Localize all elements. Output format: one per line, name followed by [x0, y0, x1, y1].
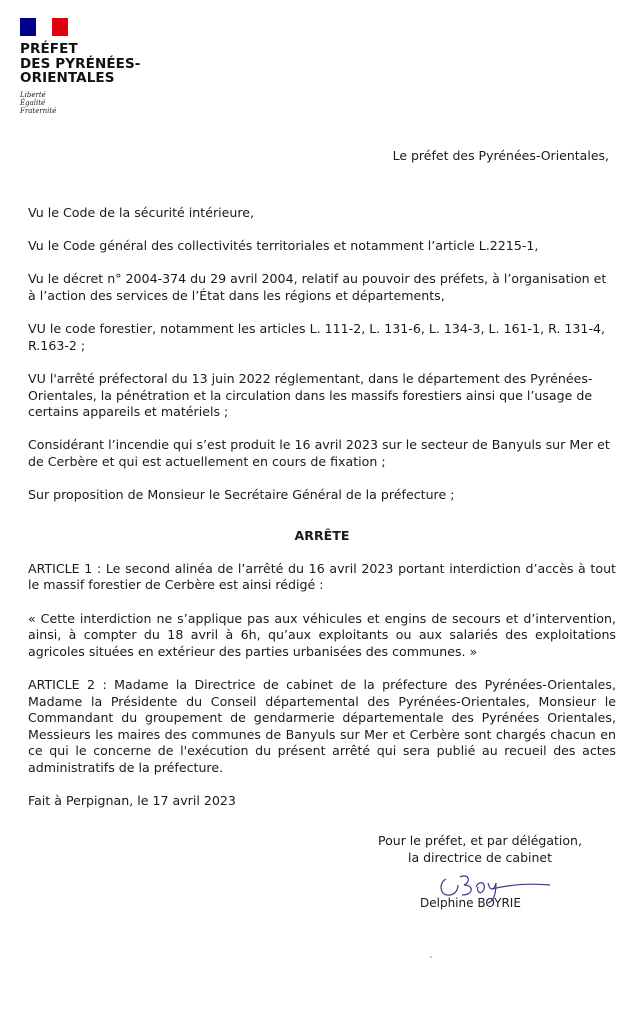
french-flag-logo [20, 18, 68, 36]
visa-paragraph: Vu le décret n° 2004-374 du 29 avril 2004, relatif au pouvoir des préfets, à l’organisation et à l’action des services de l’État dans les régions et départements, [28, 271, 607, 303]
republic-motto [20, 91, 141, 115]
article-1-quote: « Cette interdiction ne s’applique pas aux véhicules et engins de secours et d’intervention, ainsi, à compter du 18 avril à 6h, qu’aux exploitants ou aux salariés des exploitations agricoles situées en extérieur des parties urbanisées des communes. » [28, 610, 616, 659]
visa-paragraph: Vu le Code général des collectivités territoriales et notamment l’article L.2215-1, [28, 238, 539, 254]
motto-line: Liberté [20, 90, 46, 99]
prefecture-header [20, 18, 141, 115]
motto-line: Égalité [20, 98, 46, 107]
flag-blue-band [20, 18, 36, 36]
done-at-line: Fait à Perpignan, le 17 avril 2023 [28, 793, 236, 809]
prefect-title-line: ORIENTALES [20, 70, 115, 86]
prefect-title-line: DES PYRÉNÉES- [20, 55, 141, 72]
scan-speck [430, 956, 432, 958]
motto-line: Fraternité [20, 106, 57, 115]
signoff-block [375, 833, 585, 866]
visa-paragraph: Sur proposition de Monsieur le Secrétaire Général de la préfecture ; [28, 487, 455, 503]
signer-name: Delphine BOYRIE [420, 896, 521, 910]
flag-white-band [36, 18, 52, 36]
visa-paragraph: Considérant l’incendie qui s’est produit le 16 avril 2023 sur le secteur de Banyuls sur Mer et de Cerbère et qui est actuellement en cours de fixation ; [28, 437, 610, 469]
issuer-line: Le préfet des Pyrénées-Orientales, [392, 148, 609, 163]
arrete-title: ARRÊTE [294, 527, 350, 543]
prefect-title-line: PRÉFET [20, 41, 78, 57]
prefect-title [20, 42, 141, 86]
visa-paragraph: VU l'arrêté préfectoral du 13 juin 2022 réglementant, dans le département des Pyrénées-Orientales, la pénétration et la circulation dans les massifs forestiers ainsi que l’usage de certains appareils et matériels ; [28, 370, 593, 420]
visa-paragraph: VU le code forestier, notamment les articles L. 111-2, L. 131-6, L. 134-3, L. 161-1, R. 131-4, R.163-2 ; [28, 321, 606, 353]
visa-paragraph: Vu le Code de la sécurité intérieure, [28, 205, 255, 220]
article-2: ARTICLE 2 : Madame la Directrice de cabinet de la préfecture des Pyrénées-Orientales, Madame la Présidente du Conseil départemental des Pyrénées-Orientales, Monsieur le Commandant du groupement de gendarmerie départementale des Pyrénées Orientales, Messieurs les maires des communes de Banyuls sur Mer et Cerbère sont chargés chacun en ce qui le concerne de l'exécution du présent arrêté qui sera publié au recueil des actes administratifs de la préfecture. [28, 677, 616, 775]
signoff-line-1: Pour le préfet, et par délégation, [378, 833, 582, 848]
article-1: ARTICLE 1 : Le second alinéa de l’arrêté du 16 avril 2023 portant interdiction d’accès à tout le massif forestier de Cerbère est ainsi rédigé : [28, 560, 616, 593]
document-body [28, 205, 616, 826]
signoff-line-2: la directrice de cabinet [407, 849, 553, 865]
flag-red-band [52, 18, 68, 36]
